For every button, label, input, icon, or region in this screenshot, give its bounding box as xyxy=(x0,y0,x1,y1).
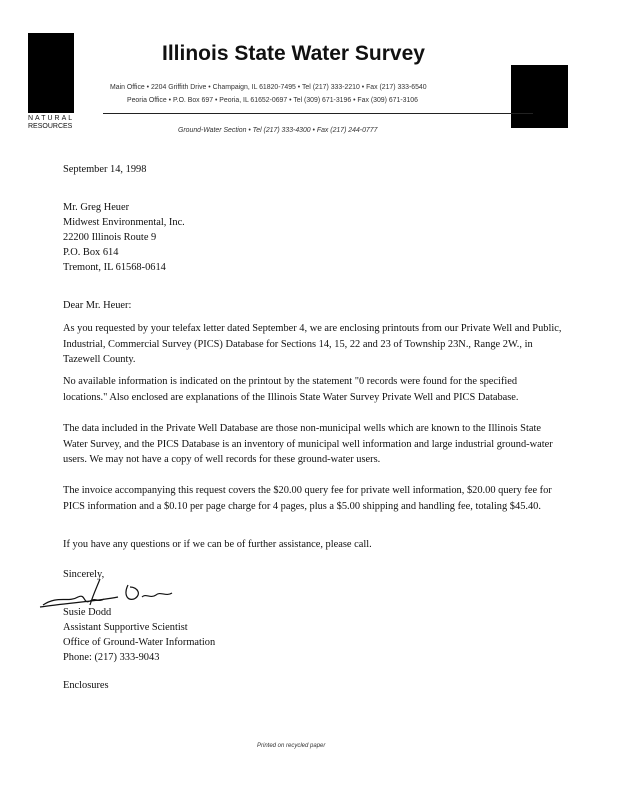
groundwater-section-line: Ground-Water Section • Tel (217) 333-4300 • Fax (217) 244-0777 xyxy=(178,127,378,134)
letterhead-title: Illinois State Water Survey xyxy=(162,42,425,65)
recipient-line: Midwest Environmental, Inc. xyxy=(63,217,185,228)
signer-title: Assistant Supportive Scientist xyxy=(63,622,188,633)
enclosures-note: Enclosures xyxy=(63,680,109,691)
peoria-office-line: Peoria Office • P.O. Box 697 • Peoria, IL 61652-0697 • Tel (309) 671-3196 • Fax (309) 671-3106 xyxy=(127,97,418,104)
recipient-line: 22200 Illinois Route 9 xyxy=(63,232,157,243)
signer-phone: Phone: (217) 333-9043 xyxy=(63,652,160,663)
body-paragraph: The invoice accompanying this request covers the $20.00 query fee for private well information, $20.00 query fee for PICS information and a $0.10 per page charge for 4 pages, plus a $5.00 shipping and handling fee, totaling $45.40. xyxy=(63,485,552,512)
signer-office: Office of Ground-Water Information xyxy=(63,637,216,648)
body-paragraph: The data included in the Private Well Database are those non-municipal wells which are known to the Illinois State Water Survey, and the PICS Database is an inventory of municipal well information and large industrial ground-water users. We may not have a copy of well records for these ground-water users. xyxy=(63,423,553,466)
logo-text-resources: RESOURCES xyxy=(28,123,73,130)
closing: Sincerely, xyxy=(63,569,105,580)
body-paragraph: As you requested by your telefax letter dated September 4, we are enclosing printouts from our Private Well and Public, Industrial, Commercial Survey (PICS) Database for Sections 14, 15, 22 and 23 of Township 23N., Range 2W., in Tazewell County. xyxy=(63,323,562,366)
main-office-line: Main Office • 2204 Griffith Drive • Champaign, IL 61820-7495 • Tel (217) 333-2210 • Fax (217) 333-6540 xyxy=(110,84,427,91)
body-paragraph: No available information is indicated on the printout by the statement "0 records were found for the specified locations." Also enclosed are explanations of the Illinois State Water Survey Private Well and PICS Database. xyxy=(63,376,519,403)
recipient-line: Mr. Greg Heuer xyxy=(63,202,130,213)
letterhead-rule xyxy=(103,113,533,114)
recipient-line: Tremont, IL 61568-0614 xyxy=(63,262,166,273)
salutation: Dear Mr. Heuer: xyxy=(63,300,132,311)
logo-block-right xyxy=(511,65,568,128)
signer-name: Susie Dodd xyxy=(63,607,112,618)
logo-text-natural: NATURAL xyxy=(28,115,75,122)
logo-block-left xyxy=(28,33,74,113)
recipient-line: P.O. Box 614 xyxy=(63,247,119,258)
body-paragraph: If you have any questions or if we can be of further assistance, please call. xyxy=(63,539,372,550)
footer-recycled: Printed on recycled paper xyxy=(257,743,326,749)
letter-date: September 14, 1998 xyxy=(63,164,147,175)
